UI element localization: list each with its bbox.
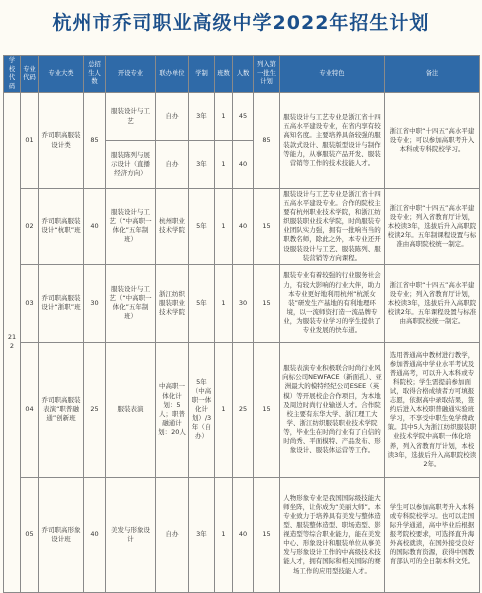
table-row — [4, 342, 480, 477]
count-cell: 45 — [233, 93, 254, 141]
header-first-batch: 列入第一批生计划 — [254, 56, 280, 93]
total-plan-cell: 40 — [84, 189, 106, 265]
header-partner: 联办单位 — [156, 56, 189, 93]
years-cell: 5年 — [189, 264, 215, 342]
features-cell: 服装设计与工艺专业是浙江省十四五高水平建设专业。合作的院校主要有杭州职业技术学院，和浙江纺织服装职业技术学院，时尚服装专业团队实力强，拥有一批响当当的职教名师，除此之外，本专业还开设服装设计与工艺、服装陈列、服装营销等方向课程。 — [280, 189, 385, 265]
classes-cell: 1 — [215, 477, 233, 592]
first-batch-cell: 85 — [254, 93, 280, 189]
major-category-cell: 乔司职高服装设计“浙职”班 — [39, 264, 84, 342]
header-years: 学制 — [189, 56, 215, 93]
header-features: 专业特色 — [280, 56, 385, 93]
classes-cell: 1 — [215, 141, 233, 189]
classes-cell: 1 — [215, 189, 233, 265]
total-plan-cell: 85 — [84, 93, 106, 189]
major-cell: 服装设计与工艺（“中高职一体化”五年制班） — [106, 189, 156, 265]
major-code-cell: 03 — [21, 264, 39, 342]
header-major-category: 专业大类 — [39, 56, 84, 93]
partner-cell: 中高职一体化计划：5人；职普融通计划：20人 — [156, 342, 189, 477]
features-cell: 服装设计与工艺专业是浙江省十四五高水平建设专业，在省内享有较高知名度。主要培养具备较强的服装款式设计、服装版型设计与制作等能力，从事服装产品开发、服装营销等工作的技术技能人才。 — [280, 93, 385, 189]
partner-cell: 自办 — [156, 141, 189, 189]
remark-cell: 浙江省中职“十四五”高水平建设专业；列入省教育厅计划，本校读3年，选拔后升入高职院校读2年。五年制课程设置与标准由高职院校统一制定。 — [385, 189, 480, 265]
count-cell: 30 — [233, 264, 254, 342]
major-category-cell: 乔司职高形象设计班 — [39, 477, 84, 592]
classes-cell: 1 — [215, 342, 233, 477]
total-plan-cell: 40 — [84, 477, 106, 592]
years-cell: 3年 — [189, 477, 215, 592]
header-count: 人数 — [233, 56, 254, 93]
major-cell: 服装设计与工艺（“中高职一体化”五年制班） — [106, 264, 156, 342]
header-classes: 班数 — [215, 56, 233, 93]
partner-cell: 自办 — [156, 93, 189, 141]
header-school-code: 学校代码 — [4, 56, 21, 93]
table-row — [4, 264, 480, 342]
remark-cell: 学生可以参加高职考升入本科或专科院校学习。也可以走国际升学通道，高中毕业后根据报考院校要求，可选择直升海外高校就读，在国外接受良好的国际教育资源，获得中国教育部认可的全日制本科文凭。 — [385, 477, 480, 592]
classes-cell: 1 — [215, 264, 233, 342]
classes-cell: 1 — [215, 93, 233, 141]
header-total-plan: 总招生人数 — [84, 56, 106, 93]
major-category-cell: 乔司职高服装设计“杭职”班 — [39, 189, 84, 265]
partner-cell: 浙江纺织服装职业技术学院 — [156, 264, 189, 342]
years-cell: 3年 — [189, 141, 215, 189]
count-cell: 40 — [233, 189, 254, 265]
header-major-code: 专业代码 — [21, 56, 39, 93]
count-cell: 40 — [233, 141, 254, 189]
table-row — [4, 477, 480, 592]
page-title: 杭州市乔司职业高级中学2022年招生计划 — [52, 12, 430, 34]
table-row — [4, 93, 480, 141]
school-code-cell: 212 — [4, 93, 21, 593]
major-code-cell: 04 — [21, 342, 39, 477]
first-batch-cell: 15 — [254, 342, 280, 477]
major-category-cell: 乔司职高服装设计类 — [39, 93, 84, 189]
major-cell: 美发与形象设计 — [106, 477, 156, 592]
first-batch-cell: 15 — [254, 264, 280, 342]
major-cell: 服装表演 — [106, 342, 156, 477]
enrollment-plan-table — [3, 55, 480, 593]
header-major: 开设专业 — [106, 56, 156, 93]
total-plan-cell: 30 — [84, 264, 106, 342]
partner-cell: 自办 — [156, 477, 189, 592]
features-cell: 服装表演专业积极联合时尚行业风向标公司NEWFACE（新面孔）、亚洲最大的模特经纪公司ESEE（英模）等开展校企合作项目，为本地及周边时尚行业输送人才。合作院校主要有东华大学、浙江理工大学、浙江纺织服装职业技术学院等，毕业生在时尚行业有了自信的时尚秀、平面模特、产品发布、形象设计、服装体运营等工作。 — [280, 342, 385, 477]
major-category-cell: 乔司职高服装表演“职普融通”创新班 — [39, 342, 84, 477]
features-cell: 服装专业有着较强的行业服务社会力，有较大影响的行业大伴，助力本专业更好地利用杭州“杭派女装”研发生产基地的有利地理环境，以一流师资打造一流品牌专业，为服装专业学习的学生提供了专业发展的快车道。 — [280, 264, 385, 342]
remark-cell: 浙江省中职“十四五”高水平建设专业；可以参加高职考升入本科或专科院校学习。 — [385, 93, 480, 189]
major-code-cell: 05 — [21, 477, 39, 592]
table-row — [4, 189, 480, 265]
table-header-row — [4, 56, 480, 93]
years-cell: 3年 — [189, 93, 215, 141]
total-plan-cell: 25 — [84, 342, 106, 477]
first-batch-cell: 15 — [254, 189, 280, 265]
features-cell: 人物形象专业是我国国际级技能大师坐阵，让你成为“美丽大师”。本专业致力于培养具有美发与整体造型、服装整体造型、职场造型、影视造型等综合职业能力，能在美发中心、形象设计和服装单位从事美发与形象设计工作的中高级技术技能人才，拥有国际和相关国际的赛场工作的应用型技能人才。 — [280, 477, 385, 592]
years-cell: 5年（中高职一体化计划）/3年（自办） — [189, 342, 215, 477]
major-code-cell: 02 — [21, 189, 39, 265]
remark-cell: 浙江省中职“十四五”高水平建设专业；列入省教育厅计划，本校读3年，选拔后升入高职院校读2年。五年课程设置与标准由高职院校统一制定。 — [385, 264, 480, 342]
first-batch-cell: 15 — [254, 477, 280, 592]
partner-cell: 杭州职业技术学院 — [156, 189, 189, 265]
major-cell: 服装陈列与展示设计（直播经济方向） — [106, 141, 156, 189]
header-remark: 备注 — [385, 56, 480, 93]
years-cell: 5年 — [189, 189, 215, 265]
count-cell: 40 — [233, 477, 254, 592]
count-cell: 25 — [233, 342, 254, 477]
major-code-cell: 01 — [21, 93, 39, 189]
remark-cell: 选用普通高中教材进行教学，参加普通高中学业水平考试及普通高考，可以升入本科或专科院校；学生需提前参加面试，取得合格成绩者方可填报志愿，依据高中录取结果，签约后进入本校职普融通实验班学习，不享受中职生免学费政策。其中5人为浙江纺织服装职业技术学院中高职一体化培养，列入省教育厅计划，本校读3年，选拔后升入高职院校读2年。 — [385, 342, 480, 477]
major-cell: 服装设计与工艺 — [106, 93, 156, 141]
